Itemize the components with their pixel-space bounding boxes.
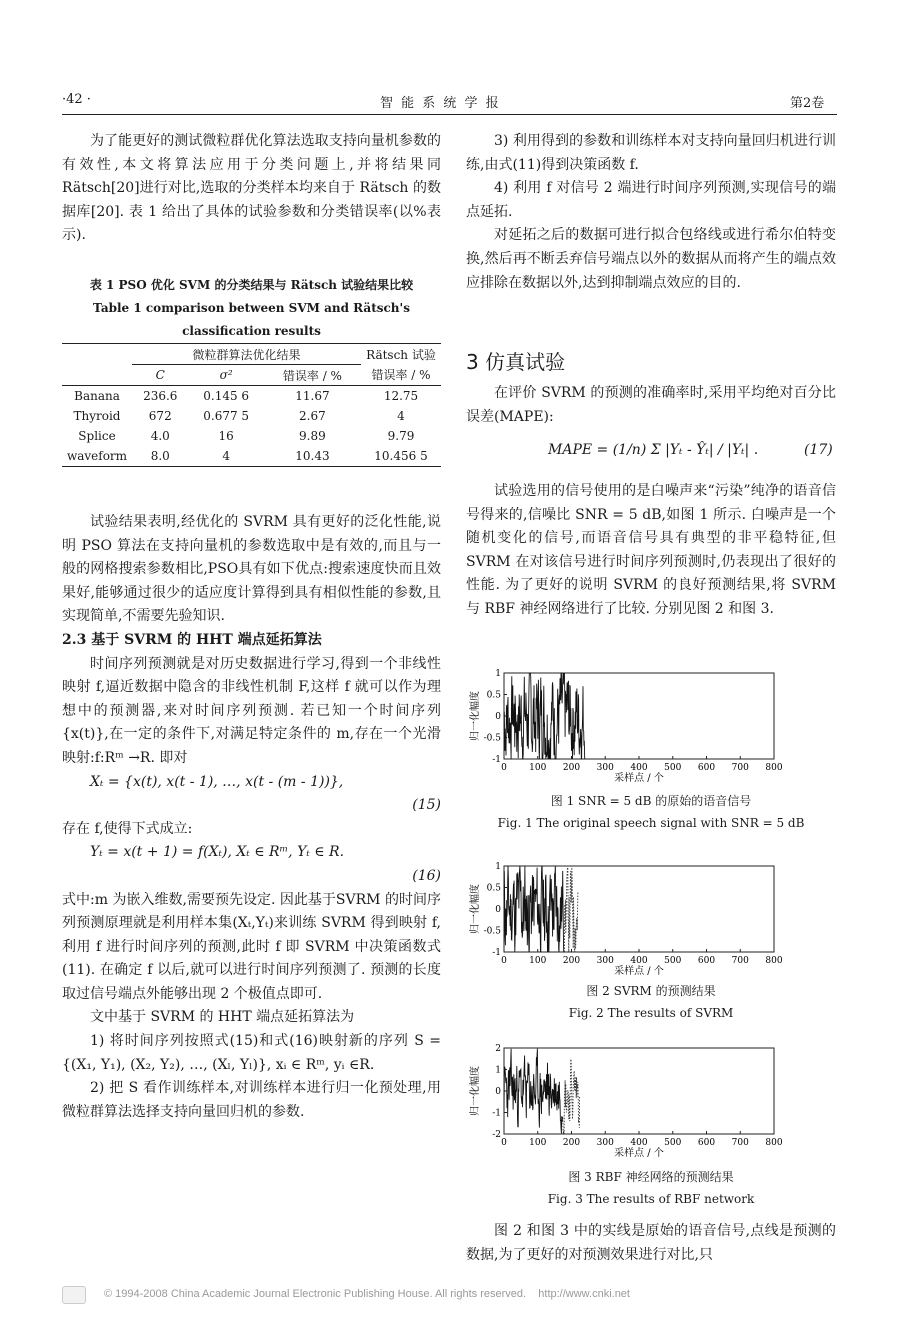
table-cell: 0.145 6 — [203, 389, 250, 403]
equation-number: (15) — [412, 797, 441, 814]
table-cell: 2.67 — [299, 409, 326, 423]
step-1: 1) 将时间序列按照式(15)和式(16)映射新的序列 S = {(X₁, Y₁), (X₂, Y₂), …, (Xₗ, Yₗ)}, xᵢ ∈ Rᵐ, yᵢ ∈R. — [62, 1033, 441, 1073]
x-tick-label: 100 — [529, 956, 547, 966]
table-cell: 4 — [397, 409, 405, 423]
table-cell: 9.79 — [387, 429, 415, 443]
y-tick-label: 1 — [495, 669, 501, 679]
y-tick-label: -1 — [492, 755, 501, 765]
table-title-en-2: classification results — [182, 324, 321, 338]
y-tick-label: 0 — [495, 1087, 501, 1097]
figure-2-caption-cn: 图 2 SVRM 的预测结果 — [586, 984, 716, 998]
paragraph: 试验结果表明,经优化的 SVRM 具有更好的泛化性能,说明 PSO 算法在支持向量机的参数选取中是有效的,而且与一般的网格搜索参数相比,PSO具有如下优点:搜索速度快而且效果好,能够通过很少的适应度计算得到具有相似性能的参数,且实现简单,不需要先验知识. — [62, 514, 441, 625]
table-title-cn: 表 1 PSO 优化 SVM 的分类结果与 Rätsch 试验结果比较 — [89, 278, 414, 292]
x-axis-label: 采样点 / 个 — [614, 1148, 664, 1159]
table-cell: 672 — [148, 409, 172, 423]
figure-2-caption-en: Fig. 2 The results of SVRM — [568, 1006, 734, 1020]
results-table — [62, 343, 441, 467]
x-tick-label: 200 — [562, 1138, 581, 1148]
step-4: 4) 利用 f 对信号 2 端进行时间序列预测,实现信号的端点延拓. — [466, 180, 836, 220]
x-axis-label: 采样点 / 个 — [614, 773, 664, 784]
right-column-4 — [466, 1220, 836, 1267]
figure-1-caption-cn: 图 1 SNR = 5 dB 的原始的语音信号 — [550, 794, 752, 808]
section-3-heading: 3 仿真试验 — [466, 350, 566, 374]
y-tick-label: -2 — [492, 1130, 501, 1140]
table-cell: 10.43 — [264, 446, 361, 467]
table-row — [62, 446, 441, 467]
paragraph: 文中基于 SVRM 的 HHT 端点延拓算法为 — [90, 1009, 355, 1026]
x-tick-label: 600 — [697, 1138, 716, 1148]
table-row — [62, 406, 441, 426]
y-axis-label: 归一化幅度 — [470, 884, 481, 934]
x-tick-label: 300 — [596, 956, 614, 966]
paragraph: 在评价 SVRM 的预测的准确率时,采用平均绝对百分比误差(MAPE): — [466, 385, 836, 425]
x-axis-label: 采样点 / 个 — [614, 966, 664, 977]
figure-3-plot — [466, 1040, 806, 1162]
x-tick-label: 800 — [765, 1138, 783, 1148]
signal-original-line — [504, 866, 564, 952]
x-tick-label: 200 — [562, 956, 581, 966]
y-axis-label: 归一化幅度 — [470, 1066, 481, 1116]
right-column-3 — [466, 480, 836, 622]
x-tick-label: 800 — [765, 956, 783, 966]
x-tick-label: 400 — [630, 1138, 648, 1148]
journal-title: 智 能 系 统 学 报 — [380, 96, 501, 111]
table-cell: Thyroid — [73, 409, 121, 423]
y-tick-label: 0.5 — [486, 883, 501, 894]
y-tick-label: -0.5 — [483, 733, 501, 744]
y-tick-label: 0 — [495, 905, 501, 915]
equation-number: (16) — [412, 867, 441, 884]
figure-1-caption-en: Fig. 1 The original speech signal with SNR = 5 dB — [497, 816, 805, 830]
table-cell: 12.75 — [383, 389, 419, 403]
table-cell: 11.67 — [295, 389, 330, 403]
y-tick-label: -1 — [492, 1108, 501, 1119]
table-cell: 4.0 — [150, 429, 170, 443]
table-header-cell: C — [132, 365, 189, 386]
table-row — [62, 386, 441, 407]
equation-15: Xₜ = {x(t), x(t - 1), …, x(t - (m - 1))}, — [90, 773, 344, 790]
paragraph: 时间序列预测就是对历史数据进行学习,得到一个非线性映射 f,逼近数据中隐含的非线性机制 F,这样 f 就可以作为理想中的预测器,来对时间序列预测. 若已知一个时间序列{x(t)},在一定的条件下,对满足特定条件的 m,存在一个光滑映射:f:Rᵐ →R. 即对 — [62, 655, 441, 766]
paragraph: 为了能更好的测试微粒群优化算法选取支持向量机参数的有效性,本文将算法应用于分类问题上,并将结果同 Rätsch[20]进行对比,选取的分类样本均来自于 Rätsch 的数据库[20]. 表 1 给出了具体的试验参数和分类错误率(以%表示). — [62, 133, 441, 244]
table-header-cell: 错误率 / % — [361, 365, 441, 386]
x-tick-label: 0 — [501, 1138, 507, 1148]
x-tick-label: 300 — [596, 1138, 614, 1148]
figure-3-caption-cn: 图 3 RBF 神经网络的预测结果 — [568, 1170, 734, 1184]
table-cell: Banana — [74, 389, 120, 403]
step-3: 3) 利用得到的参数和训练样本对支持向量回归机进行训练,由式(11)得到决策函数 f. — [466, 133, 836, 173]
table-cell: 16 — [218, 429, 234, 443]
x-tick-label: 400 — [630, 763, 648, 773]
x-tick-label: 0 — [501, 956, 507, 966]
x-tick-label: 700 — [731, 1138, 749, 1148]
paragraph: 试验选用的信号使用的是白噪声来“污染”纯净的语音信号得来的,信噪比 SNR = 5 dB,如图 1 所示. 白噪声是一个随机变化的信号,而语音信号具有典型的非平稳特征,但 SVRM 在对该信号进行时间序列预测时,仍表现出了很好的性能. 为了更好的说明 SVRM 的良好预测结果,将 SVRM 与 RBF 神经网络进行了比较. 分别见图 2 和图 3. — [466, 483, 836, 617]
table-cell: 4 — [189, 446, 264, 467]
paragraph: 存在 f,使得下式成立: — [62, 820, 193, 837]
table-group-header: 微粒群算法优化结果 — [132, 344, 361, 365]
paragraph: 式中:m 为嵌入维数,需要预先设定. 因此基于SVRM 的时间序列预测原理就是利用样本集(Xₜ,Yₜ)来训练 SVRM 得到映射 f,利用 f 进行时间序列的预测,此时 f 即 SVRM 中决策函数式(11). 在确定 f 以后,就可以进行时间序列预测了. 预测的长度取过信号端点外能够出现 2 个极值点即可. — [62, 891, 441, 1002]
x-tick-label: 200 — [562, 763, 581, 773]
x-tick-label: 500 — [664, 763, 682, 773]
table-cell: 0.677 5 — [203, 409, 250, 423]
table-group-header: Rätsch 试验 — [361, 344, 441, 365]
table-cell: waveform — [62, 446, 132, 467]
y-tick-label: 0 — [495, 712, 501, 722]
x-tick-label: 500 — [664, 956, 682, 966]
table-cell: 9.89 — [299, 429, 326, 443]
equation-number: (17) — [804, 442, 833, 458]
left-column-cont — [62, 511, 441, 1124]
x-tick-label: 400 — [630, 956, 648, 966]
table-header-cell: σ² — [189, 365, 264, 386]
page-number: ·42 · — [62, 92, 91, 107]
table-cell: 8.0 — [132, 446, 189, 467]
y-axis-label: 归一化幅度 — [470, 691, 481, 741]
figure-2-plot — [466, 858, 806, 978]
x-tick-label: 600 — [697, 763, 716, 773]
signal-original-line — [504, 673, 585, 759]
y-tick-label: -0.5 — [483, 926, 501, 937]
header-rule — [62, 114, 837, 115]
paragraph: 对延拓之后的数据可进行拟合包络线或进行希尔伯特变换,然后再不断丢弃信号端点以外的数据从而将产生的端点效应排除在数据以外,达到抑制端点效应的目的. — [466, 227, 836, 291]
table-cell: Splice — [78, 429, 116, 443]
x-tick-label: 100 — [529, 763, 547, 773]
y-tick-label: 1 — [495, 862, 501, 872]
step-2: 2) 把 S 看作训练样本,对训练样本进行归一化预处理,用微粒群算法选择支持向量回归机的参数. — [62, 1080, 441, 1120]
right-column-2 — [466, 382, 836, 429]
equation-17: MAPE = (1/n) Σ |Yₜ - Ŷₜ| / |Yₜ| . — [548, 442, 759, 458]
paragraph: 图 2 和图 3 中的实线是原始的语音信号,点线是预测的数据,为了更好的对预测效果进行对比,只 — [466, 1223, 836, 1263]
right-column — [466, 130, 836, 295]
table-cell: 236.6 — [143, 389, 178, 403]
copyright-footer: © 1994-2008 China Academic Journal Electronic Publishing House. All rights reserved. http://www.cnki.net — [104, 1288, 630, 1300]
volume-label: 第2卷 — [790, 96, 825, 111]
signal-predicted-line — [564, 866, 578, 952]
table-header-cell: 错误率 / % — [264, 365, 361, 386]
x-tick-label: 700 — [731, 763, 749, 773]
y-tick-label: -1 — [492, 948, 501, 958]
cnki-logo-icon — [62, 1286, 86, 1304]
equation-16: Yₜ = x(t + 1) = f(Xₜ), Xₜ ∈ Rᵐ, Yₜ ∈ R. — [90, 844, 345, 861]
table-cell: 10.456 5 — [361, 446, 441, 467]
x-tick-label: 500 — [664, 1138, 682, 1148]
y-tick-label: 0.5 — [486, 690, 501, 701]
left-column — [62, 130, 441, 248]
x-tick-label: 800 — [765, 763, 783, 773]
x-tick-label: 100 — [529, 1138, 547, 1148]
section-heading: 2.3 基于 SVRM 的 HHT 端点延拓算法 — [62, 631, 322, 648]
table-row — [62, 426, 441, 446]
figure-1-plot — [466, 665, 806, 785]
figure-3-caption-en: Fig. 3 The results of RBF network — [547, 1192, 755, 1206]
table-title-en: Table 1 comparison between SVM and Rätsch's — [93, 301, 410, 315]
y-tick-label: 1 — [495, 1065, 501, 1076]
x-tick-label: 300 — [596, 763, 614, 773]
signal-predicted-line — [563, 1059, 580, 1134]
x-tick-label: 0 — [501, 763, 507, 773]
y-tick-label: 2 — [495, 1044, 501, 1054]
x-tick-label: 600 — [697, 956, 716, 966]
signal-original-line — [504, 1049, 563, 1134]
x-tick-label: 700 — [731, 956, 749, 966]
